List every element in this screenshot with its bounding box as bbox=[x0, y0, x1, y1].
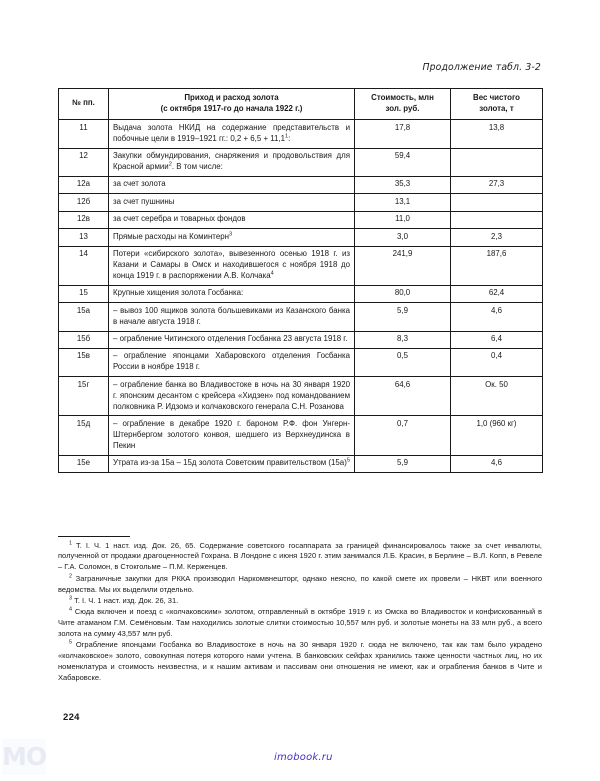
cell-number: 12б bbox=[59, 194, 109, 211]
cell-number: 15е bbox=[59, 455, 109, 472]
cell-mass bbox=[451, 211, 543, 228]
footnote bbox=[58, 541, 542, 574]
gold-income-expense-table-wrapper bbox=[58, 88, 542, 473]
cell-mass: 0,4 bbox=[451, 348, 543, 376]
cell-number: 13 bbox=[59, 229, 109, 246]
watermark-site-url: imobook.ru bbox=[274, 752, 333, 763]
footnote-text: Заграничные закупки для РККА производил Наркомвнешторг, однако неясно, по какой смете их провели – НКВТ или военного ведомства. Мы их выделили отдельно. bbox=[58, 573, 542, 594]
footnote bbox=[58, 574, 542, 596]
cell-number: 15г bbox=[59, 377, 109, 416]
footnotes-section bbox=[58, 536, 542, 684]
cell-cost: 241,9 bbox=[355, 246, 451, 285]
footnote-marker: 3 bbox=[228, 231, 233, 238]
cell-cost: 0,7 bbox=[355, 416, 451, 455]
cell-description: – вывоз 100 ящиков золота большевиками из Казанского банка в начале августа 1918 г. bbox=[109, 303, 355, 331]
footnote bbox=[58, 607, 542, 640]
gold-income-expense-table bbox=[58, 88, 543, 473]
footnote bbox=[58, 596, 542, 607]
table-row bbox=[59, 246, 543, 285]
footnote-list bbox=[58, 541, 542, 684]
footnote-text: Т. I. Ч. 1 наст. изд. Док. 26, 31. bbox=[72, 595, 179, 605]
footnote-number: 2 bbox=[69, 573, 72, 580]
footnote bbox=[58, 640, 542, 684]
cell-number: 12 bbox=[59, 148, 109, 176]
table-row bbox=[59, 194, 543, 211]
cell-cost: 59,4 bbox=[355, 148, 451, 176]
watermark-logo: MO bbox=[2, 739, 46, 775]
cell-description: Прямые расходы на Коминтерн$^3$ bbox=[109, 229, 355, 246]
cell-description: – ограбление японцами Хабаровского отделения Госбанка России в ноябре 1918 г. bbox=[109, 348, 355, 376]
table-row bbox=[59, 120, 543, 148]
footnote-marker: 1 bbox=[285, 133, 289, 140]
column-header-description-line1: Приход и расход золота bbox=[184, 93, 279, 102]
cell-mass: 62,4 bbox=[451, 285, 543, 302]
footnote-text: Сюда включен и поезд с «колчаковским» золотом, отправленный в октябре 1919 г. из Омска во Владивосток и конфискованный в Чите атаманом Г.М. Семёновым. Там находились золотые слитки стоимостью 10,557 млн руб. и золотые монеты на 33 млн руб., а всего золота на сумму 43,557 млн руб. bbox=[58, 607, 542, 638]
table-header-row bbox=[59, 89, 543, 120]
footnote-marker: 2 bbox=[168, 161, 172, 168]
cell-cost: 13,1 bbox=[355, 194, 451, 211]
table-body bbox=[59, 120, 543, 473]
cell-mass: 4,6 bbox=[451, 455, 543, 472]
column-header-description-line2: (с октября 1917-го до начала 1922 г.) bbox=[160, 103, 303, 113]
cell-number: 15д bbox=[59, 416, 109, 455]
cell-description: Крупные хищения золота Госбанка: bbox=[109, 285, 355, 302]
cell-cost: 64,6 bbox=[355, 377, 451, 416]
cell-number: 15б bbox=[59, 331, 109, 348]
table-head bbox=[59, 89, 543, 120]
table-row bbox=[59, 229, 543, 246]
cell-cost: 8,3 bbox=[355, 331, 451, 348]
cell-number: 11 bbox=[59, 120, 109, 148]
table-row bbox=[59, 285, 543, 302]
cell-mass: 2,3 bbox=[451, 229, 543, 246]
cell-cost: 17,8 bbox=[355, 120, 451, 148]
column-header-mass-line1: Вес чистого bbox=[473, 93, 520, 102]
footnote-number: 3 bbox=[69, 595, 72, 602]
table-row bbox=[59, 176, 543, 193]
cell-mass bbox=[451, 194, 543, 211]
cell-cost: 35,3 bbox=[355, 176, 451, 193]
footnote-text: Т. I. Ч. 1 наст. изд. Док. 26, 65. Содержание советского госаппарата за границей финансировалось также за счет инвалюты, полученной от продажи драгоценностей Гохрана. В Лондоне с июня 1920 г. этим занимался Л.Б. Красин, в Берлине – В.Л. Копп, в Ревеле – Г.А. Соломон, в Стокгольме – П.М. Керженцев. bbox=[58, 540, 542, 572]
footnote-text: Ограбление японцами Госбанка во Владивостоке в ночь на 30 января 1920 г. сюда не включено, так как там было украдено «колчаковское» золото, совокупная потеря которого нами учтена. В банковских сейфах хранились также ценности частных лиц, но их номенклатура и стоимость неизвестна, и к нашим активам и пассивам они отношения не имеют, как и ограбления банков в Чите и Хабаровске. bbox=[58, 640, 542, 682]
cell-description: Выдача золота НКИД на содержание представительств и побочные цели в 1919–1921 гг.: $0,2 + 6,5 + 11,1^1$: bbox=[109, 120, 355, 148]
cell-mass: 4,6 bbox=[451, 303, 543, 331]
column-header-number: № пп. bbox=[59, 89, 109, 120]
column-header-description bbox=[109, 89, 355, 120]
footnote-number: 1 bbox=[69, 540, 72, 546]
cell-description: Потери «сибирского золота», вывезенного осенью 1918 г. из Казани и Самары в Омск и находившегося с ноября 1918 до конца 1919 г. в распоряжении А.В. Колчака$^4$ bbox=[109, 246, 355, 285]
column-header-cost-line1: Стоимость, млн bbox=[371, 93, 434, 102]
cell-description: – ограбление банка во Владивостоке в ночь на 30 января 1920 г. японским десантом с крейсера «Хидзен» под командованием полковника Р. Идзомэ и колчаковского генерала С.Н. Розанова bbox=[109, 377, 355, 416]
table-row bbox=[59, 377, 543, 416]
table-row bbox=[59, 331, 543, 348]
cell-description: – ограбление Читинского отделения Госбанка 23 августа 1918 г. bbox=[109, 331, 355, 348]
cell-number: 14 bbox=[59, 246, 109, 285]
footnote-separator-rule bbox=[58, 536, 130, 537]
cell-number: 12в bbox=[59, 211, 109, 228]
running-head: Продолжение табл. 3-2 bbox=[422, 62, 541, 73]
column-header-mass bbox=[451, 89, 543, 120]
cell-cost: 0,5 bbox=[355, 348, 451, 376]
cell-description: за счет серебра и товарных фондов bbox=[109, 211, 355, 228]
cell-cost: 3,0 bbox=[355, 229, 451, 246]
table-row bbox=[59, 455, 543, 472]
cell-cost: 80,0 bbox=[355, 285, 451, 302]
cell-number: 15в bbox=[59, 348, 109, 376]
cell-description: за счет пушнины bbox=[109, 194, 355, 211]
footnote-number: 4 bbox=[69, 606, 72, 613]
footnote-number: 5 bbox=[69, 639, 72, 646]
footnote-marker: 5 bbox=[346, 457, 350, 464]
cell-description: Утрата из-за 15а – 15д золота Советским правительством $(15а)^5$ bbox=[109, 455, 355, 472]
cell-number: 12а bbox=[59, 176, 109, 193]
table-row bbox=[59, 148, 543, 176]
cell-cost: 11,0 bbox=[355, 211, 451, 228]
footnote-marker: 4 bbox=[270, 270, 274, 277]
cell-description: за счет золота bbox=[109, 176, 355, 193]
cell-number: 15 bbox=[59, 285, 109, 302]
cell-mass: Ок. 50 bbox=[451, 377, 543, 416]
cell-mass: 6,4 bbox=[451, 331, 543, 348]
table-row bbox=[59, 348, 543, 376]
column-header-cost bbox=[355, 89, 451, 120]
column-header-mass-line2: золота, т bbox=[479, 103, 514, 113]
cell-description: – ограбление в декабре 1920 г. бароном Р.Ф. фон Унгерн-Штернбергом золотого конвоя, шедшего из Верхнеудинска в Пекин bbox=[109, 416, 355, 455]
cell-cost: 5,9 bbox=[355, 455, 451, 472]
cell-mass: 27,3 bbox=[451, 176, 543, 193]
cell-description: Закупки обмундирования, снаряжения и продовольствия для Красной армии$^2$. В том числе: bbox=[109, 148, 355, 176]
cell-number: 15а bbox=[59, 303, 109, 331]
column-header-cost-line2: зол. руб. bbox=[385, 103, 420, 113]
cell-mass: 187,6 bbox=[451, 246, 543, 285]
table-row bbox=[59, 303, 543, 331]
cell-cost: 5,9 bbox=[355, 303, 451, 331]
table-row bbox=[59, 211, 543, 228]
cell-mass: 13,8 bbox=[451, 120, 543, 148]
page-number: 224 bbox=[63, 712, 80, 723]
table-row bbox=[59, 416, 543, 455]
cell-mass: 1,0 (960 кг) bbox=[451, 416, 543, 455]
cell-mass bbox=[451, 148, 543, 176]
